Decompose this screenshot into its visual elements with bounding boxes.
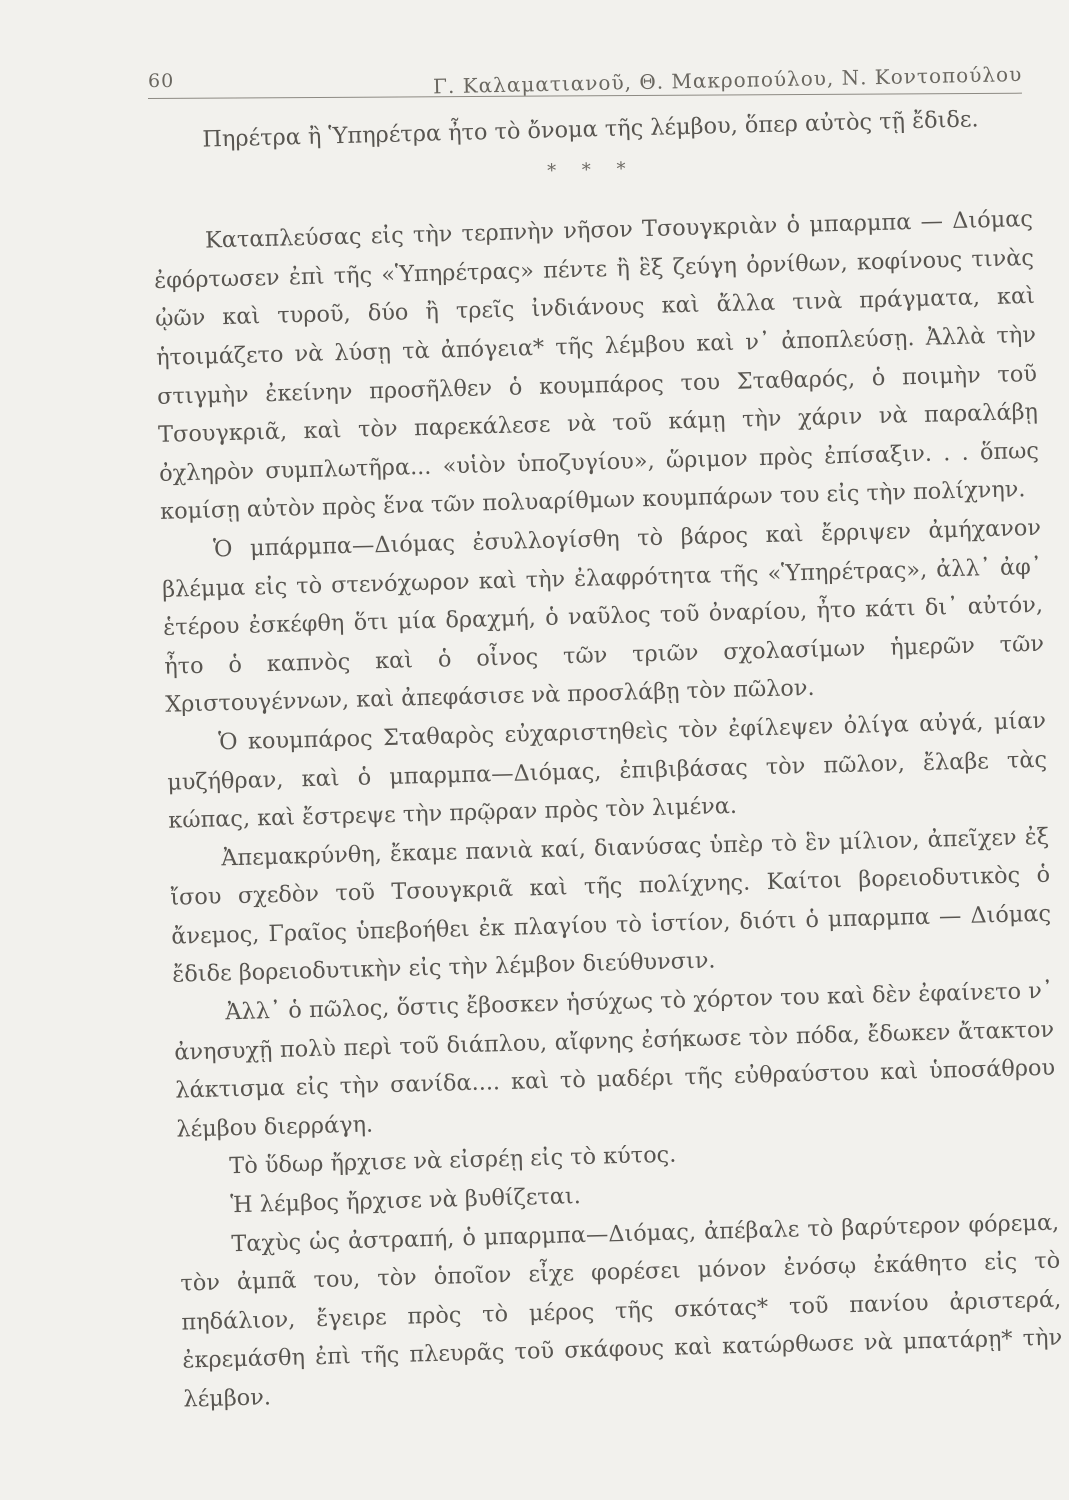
paragraph: Ἀπεμακρύνθη, ἔκαμε πανιὰ καί, διανύσας ὑπὲρ τὸ ἓν μίλιον, ἀπεῖχεν ἐξ ἴσου σχεδὸν τοῦ Τσουγκριᾶ καὶ τῆς πολίχνης. Καίτοι βορειοδυτικὸς ὁ ἄνεμος, Γραῖος ὑπεβοήθει ἐκ πλαγίου τὸ ἱστίον, διότι ὁ μπαρμπα — Διόμας ἔδιδε βορειοδυτικὴν εἰς τὴν λέμβον διεύθυνσιν. — [169, 823, 1052, 989]
page-header — [148, 56, 1023, 99]
paragraph: Πηρέτρα ἢ Ὑπηρέτρα ἦτο τὸ ὄνομα τῆς λέμβου, ὅπερ αὐτὸς τῇ ἔδιδε. — [202, 106, 979, 153]
paragraph: Τὸ ὕδωρ ἤρχισε νὰ εἰσρέῃ εἰς τὸ κύτος. — [229, 1142, 677, 1180]
paragraph: Ἀλλ᾽ ὁ πῶλος, ὅστις ἔβοσκεν ἡσύχως τὸ χόρτον του καὶ δὲν ἐφαίνετο ν᾽ ἀνησυχῇ πολὺ περὶ τοῦ διάπλου, αἴφνης ἐσήκωσε τὸν πόδα, ἔδωκεν ἄτακτον λάκτισμα εἰς τὴν σανίδα.... καὶ τὸ μαδέρι τῆς εὐθραύστου καὶ ὑποσάθρου λέμβου διερράγη. — [174, 977, 1056, 1143]
section-separator: * * * — [546, 157, 636, 182]
paragraph: Ὁ κουμπάρος Σταθαρὸς εὐχαριστηθεὶς τὸν ἐφίλεψεν ὀλίγα αὐγά, μίαν μυζήθραν, καὶ ὁ μπαρμπα—Διόμας, ἐπιβιβάσας τὸν πῶλον, ἔλαβε τὰς κώπας, καὶ ἔστρεψε τὴν πρῷραν πρὸς τὸν λιμένα. — [166, 707, 1048, 834]
paragraph: Καταπλεύσας εἰς τὴν τερπνὴν νῆσον Τσουγκριὰν ὁ μπαρμπα — Διόμας ἐφόρτωσεν ἐπὶ τῆς «Ὑπηρέτρας» πέντε ἢ ἓξ ζεύγη ὀρνίθων, κοφίνους τινὰς ᾠῶν καὶ τυροῦ, δύο ἢ τρεῖς ἰνδιάνους καὶ ἄλλα τινὰ πράγματα, καὶ ἡτοιμάζετο νὰ λύσῃ τὰ ἀπόγεια* τῆς λέμβου καὶ ν᾽ ἀποπλεύσῃ. Ἀλλὰ τὴν στιγμὴν ἐκείνην προσῆλθεν ὁ κουμπάρος του Σταθαρός, ὁ ποιμὴν τοῦ Τσουγκριᾶ, καὶ τὸν παρεκάλεσε νὰ τοῦ κάμῃ τὴν χάριν νὰ παραλάβῃ ὀχληρὸν συμπλωτῆρα... «υἱὸν ὑποζυγίου», ὥριμον πρὸς ἐπίσαξιν. . . ὅπως κομίσῃ αὐτὸν πρὸς ἕνα τῶν πολυαρίθμων κουμπάρων του εἰς τὴν πολίχνην. — [153, 206, 1040, 526]
paragraph: Ταχὺς ὡς ἀστραπή, ὁ μπαρμπα—Διόμας, ἀπέβαλε τὸ βαρύτερον φόρεμα, τὸν ἀμπᾶ του, τὸν ὁποῖον εἶχε φορέσει μόνον ἐνόσῳ ἐκάθητο εἰς τὸ πηδάλιον, ἔγειρε πρὸς τὸ μέρος τῆς σκότας* τοῦ πανίου ἀριστερά, ἐκρεμάσθη ἐπὶ τῆς πλευρᾶς τοῦ σκάφους καὶ κατώρθωσε νὰ μπατάρῃ* τὴν λέμβον. — [180, 1209, 1063, 1413]
paragraph: Ὁ μπάρμπα—Διόμας ἐσυλλογίσθη τὸ βάρος καὶ ἔρριψεν ἀμήχανον βλέμμα εἰς τὸ στενόχωρον καὶ τὴν ἐλαφρότητα τῆς «Ὑπηρέτρας», ἀλλ᾽ ἀφ᾽ ἑτέρου ἐσκέφθη ὅτι μία δραχμή, ὁ ναῦλος τοῦ ὀναρίου, ἦτο κάτι δι᾽ αὐτόν, ἦτο ὁ καπνὸς καὶ ὁ οἶνος τῶν τριῶν σχολασίμων ἡμερῶν τῶν Χριστουγέννων, καὶ ἀπεφάσισε νὰ προσλάβῃ τὸν πῶλον. — [161, 514, 1045, 719]
paragraph: Ἡ λέμβος ἤρχισε νὰ βυθίζεται. — [230, 1183, 582, 1219]
running-head: Γ. Καλαματιανοῦ, Θ. Μακροπούλου, Ν. Κοντοπούλου — [432, 62, 1023, 99]
page-number: 60 — [148, 70, 175, 92]
body-text — [150, 99, 1064, 1419]
